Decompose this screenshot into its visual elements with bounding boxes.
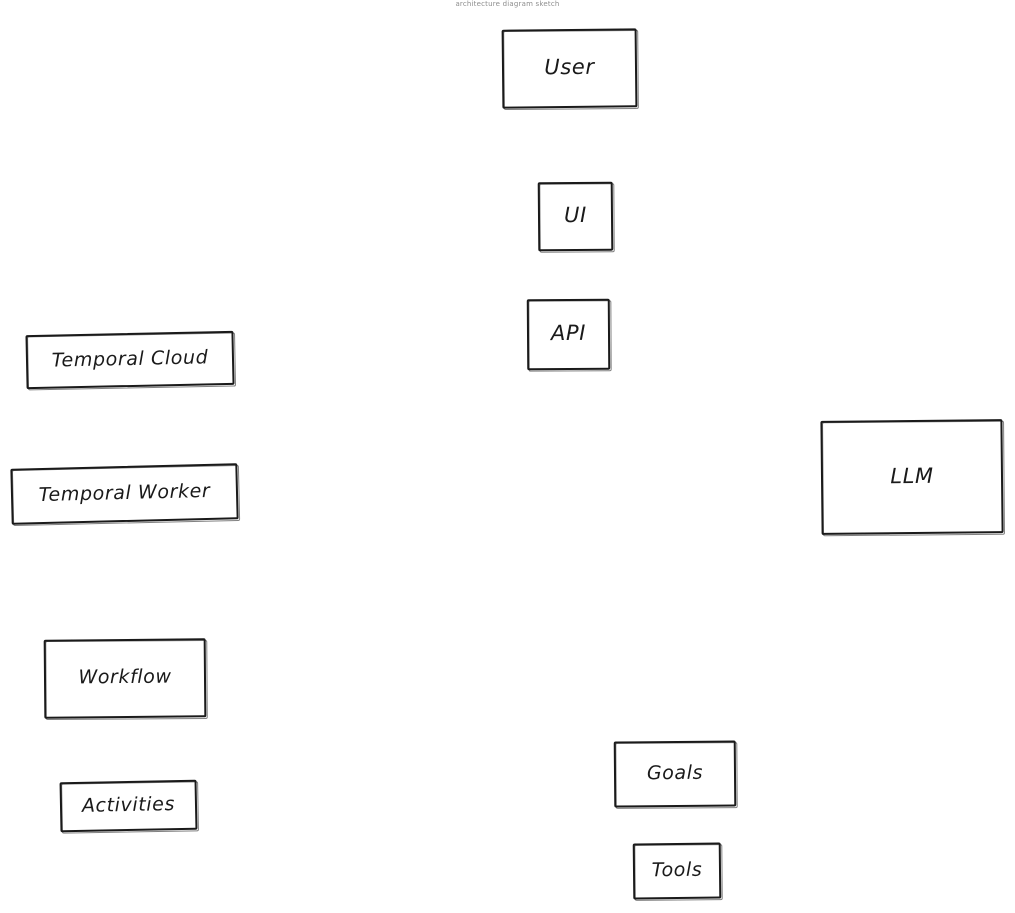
node-llm[interactable] xyxy=(820,419,1003,535)
node-label: API xyxy=(550,320,587,346)
node-temporal-cloud[interactable] xyxy=(25,331,234,389)
node-label: UI xyxy=(563,202,587,228)
node-user[interactable] xyxy=(502,28,638,108)
node-label: LLM xyxy=(890,463,934,488)
node-tools[interactable] xyxy=(633,843,722,900)
node-goals[interactable] xyxy=(614,740,737,807)
node-api[interactable] xyxy=(527,299,610,371)
node-label: Temporal Cloud xyxy=(51,345,209,372)
diagram-caption: architecture diagram sketch xyxy=(455,0,560,8)
node-label: User xyxy=(544,54,595,80)
node-activities[interactable] xyxy=(60,780,198,833)
node-label: Temporal Worker xyxy=(38,479,211,506)
node-label: Tools xyxy=(651,858,703,881)
node-temporal-worker[interactable] xyxy=(10,463,238,525)
node-label: Activities xyxy=(81,792,176,817)
node-label: Workflow xyxy=(78,665,172,689)
node-workflow[interactable] xyxy=(44,638,207,718)
node-label: Goals xyxy=(646,761,704,784)
node-ui[interactable] xyxy=(538,182,614,252)
